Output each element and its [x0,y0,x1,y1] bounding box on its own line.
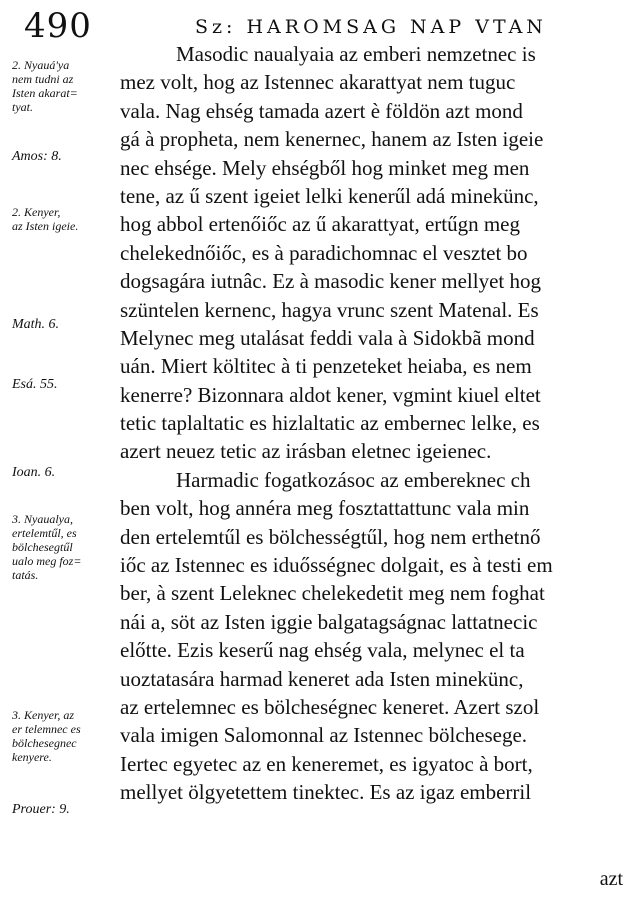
text-line: Harmadic fogatkozásoc az embereknec ch [176,467,531,492]
text-line: szüntelen kernenc, hagya vrunc szent Matenal. Es [120,297,539,322]
text-line: nec ehsége. Mely ehségből hog minket meg men [120,155,530,180]
catchword: azt [599,868,623,890]
text-line: uoztatasára harmad keneret ada Isten minekünc, [120,666,524,691]
margin-note-line: bölchesegtűl [12,540,73,554]
margin-note-line: az Isten igeie. [12,219,79,233]
margin-note [12,803,124,817]
margin-note [12,318,124,332]
margin-note-line: ertelemtűl, es [12,526,77,540]
margin-note-line: nem tudni az [12,72,74,86]
page-number: 490 [24,6,92,46]
text-line: Iertec egyetec az en keneremet, es igyatoc à bort, [120,751,533,776]
text-line: mellyet ölgyetettem tinektec. Es az igaz emberril [120,780,532,805]
body-text [120,40,625,807]
text-line: Masodic naualyaia az emberi nemzetnec is [176,42,536,66]
text-line: vala imigen Salomonnal az Istennec bölchesege. [120,723,528,748]
margin-note [12,512,124,582]
margin-note-line: Amos: 8. [12,149,62,164]
text-line: előtte. Ezis keserű nag ehség vala, melynec el ta [120,638,525,663]
text-line: ben volt, hog annéra meg fosztattattunc vala min [120,496,530,521]
text-line: tene, az ű szent igeiet lelki kenerűl adá minekünc, [120,183,539,208]
text-line: chelekednőiőc, es à paradichomnac el vesztet bo [120,240,528,265]
text-line: gá à propheta, nem kenernec, hanem az Isten igeie [120,127,544,152]
margin-note-line: bölchesegnec [12,736,77,750]
margin-note [12,205,124,233]
margin-note [12,378,124,392]
text-line: hog abbol ertenőiőc az ű akarattyat, ertűgn meg [120,212,521,237]
margin-note-line: Math. 6. [12,317,60,332]
margin-note-line: Prouer: 9. [12,802,70,817]
margin-note-line: kenyere. [12,750,52,764]
text-line: azert neuez tetic az irásban eletnec igeienec. [120,439,492,464]
margin-note-line: tatás. [12,568,39,582]
text-line: den ertelemtűl es bölchességtűl, hog nem erthetnő [120,524,541,549]
margin-note-line: 3. Kenyer, az [12,708,74,722]
margin-note [12,58,124,114]
running-head: Sz: HAROMSAG NAP VTAN [195,16,547,38]
margin-note-line: er telemnec es [12,722,81,736]
margin-note-line: tyat. [12,100,33,114]
margin-note-line: Esá. 55. [12,377,58,392]
text-line: nái a, söt az Isten iggie balgatagságnac lattatnecic [120,609,538,634]
text-line: Melynec meg utalásat feddi vala à Sidokbã mond [120,325,535,350]
margin-note-line: Isten akarat= [12,86,78,100]
margin-note [12,466,124,480]
text-line: az ertelemnec es bölcheségnec keneret. Azert szol [120,694,540,719]
text-line: ber, à szent Leleknec chelekedetit meg nem foghat [120,581,545,606]
text-line: uán. Miert költitec à ti penzeteket heiaba, es nem [120,354,532,379]
text-line: tetic taplaltatic es hizlaltatic az embernec lelke, es [120,411,540,436]
margin-note-line: ualo meg foz= [12,554,82,568]
text-line: iőc az Istennec es iduősségnec dolgait, es à testi em [120,553,553,578]
margin-note [12,150,124,164]
text-line: mez volt, hog az Istennec akarattyat nem tuguc [120,70,516,95]
text-line: dogsagára iutnâc. Ez à masodic kener mellyet hog [120,269,542,294]
margin-note-line: 2. Kenyer, [12,205,61,219]
margin-notes [12,0,124,900]
text-line: vala. Nag ehség tamada azert è földön azt mond [120,98,523,123]
margin-note-line: Ioan. 6. [12,465,56,480]
margin-note-line: 3. Nyaualya, [12,512,73,526]
text-line: kenerre? Bizonnara aldot kener, vgmint kiuel eltet [120,382,541,407]
margin-note-line: 2. Nyauá'ya [12,58,70,72]
margin-note [12,708,124,764]
